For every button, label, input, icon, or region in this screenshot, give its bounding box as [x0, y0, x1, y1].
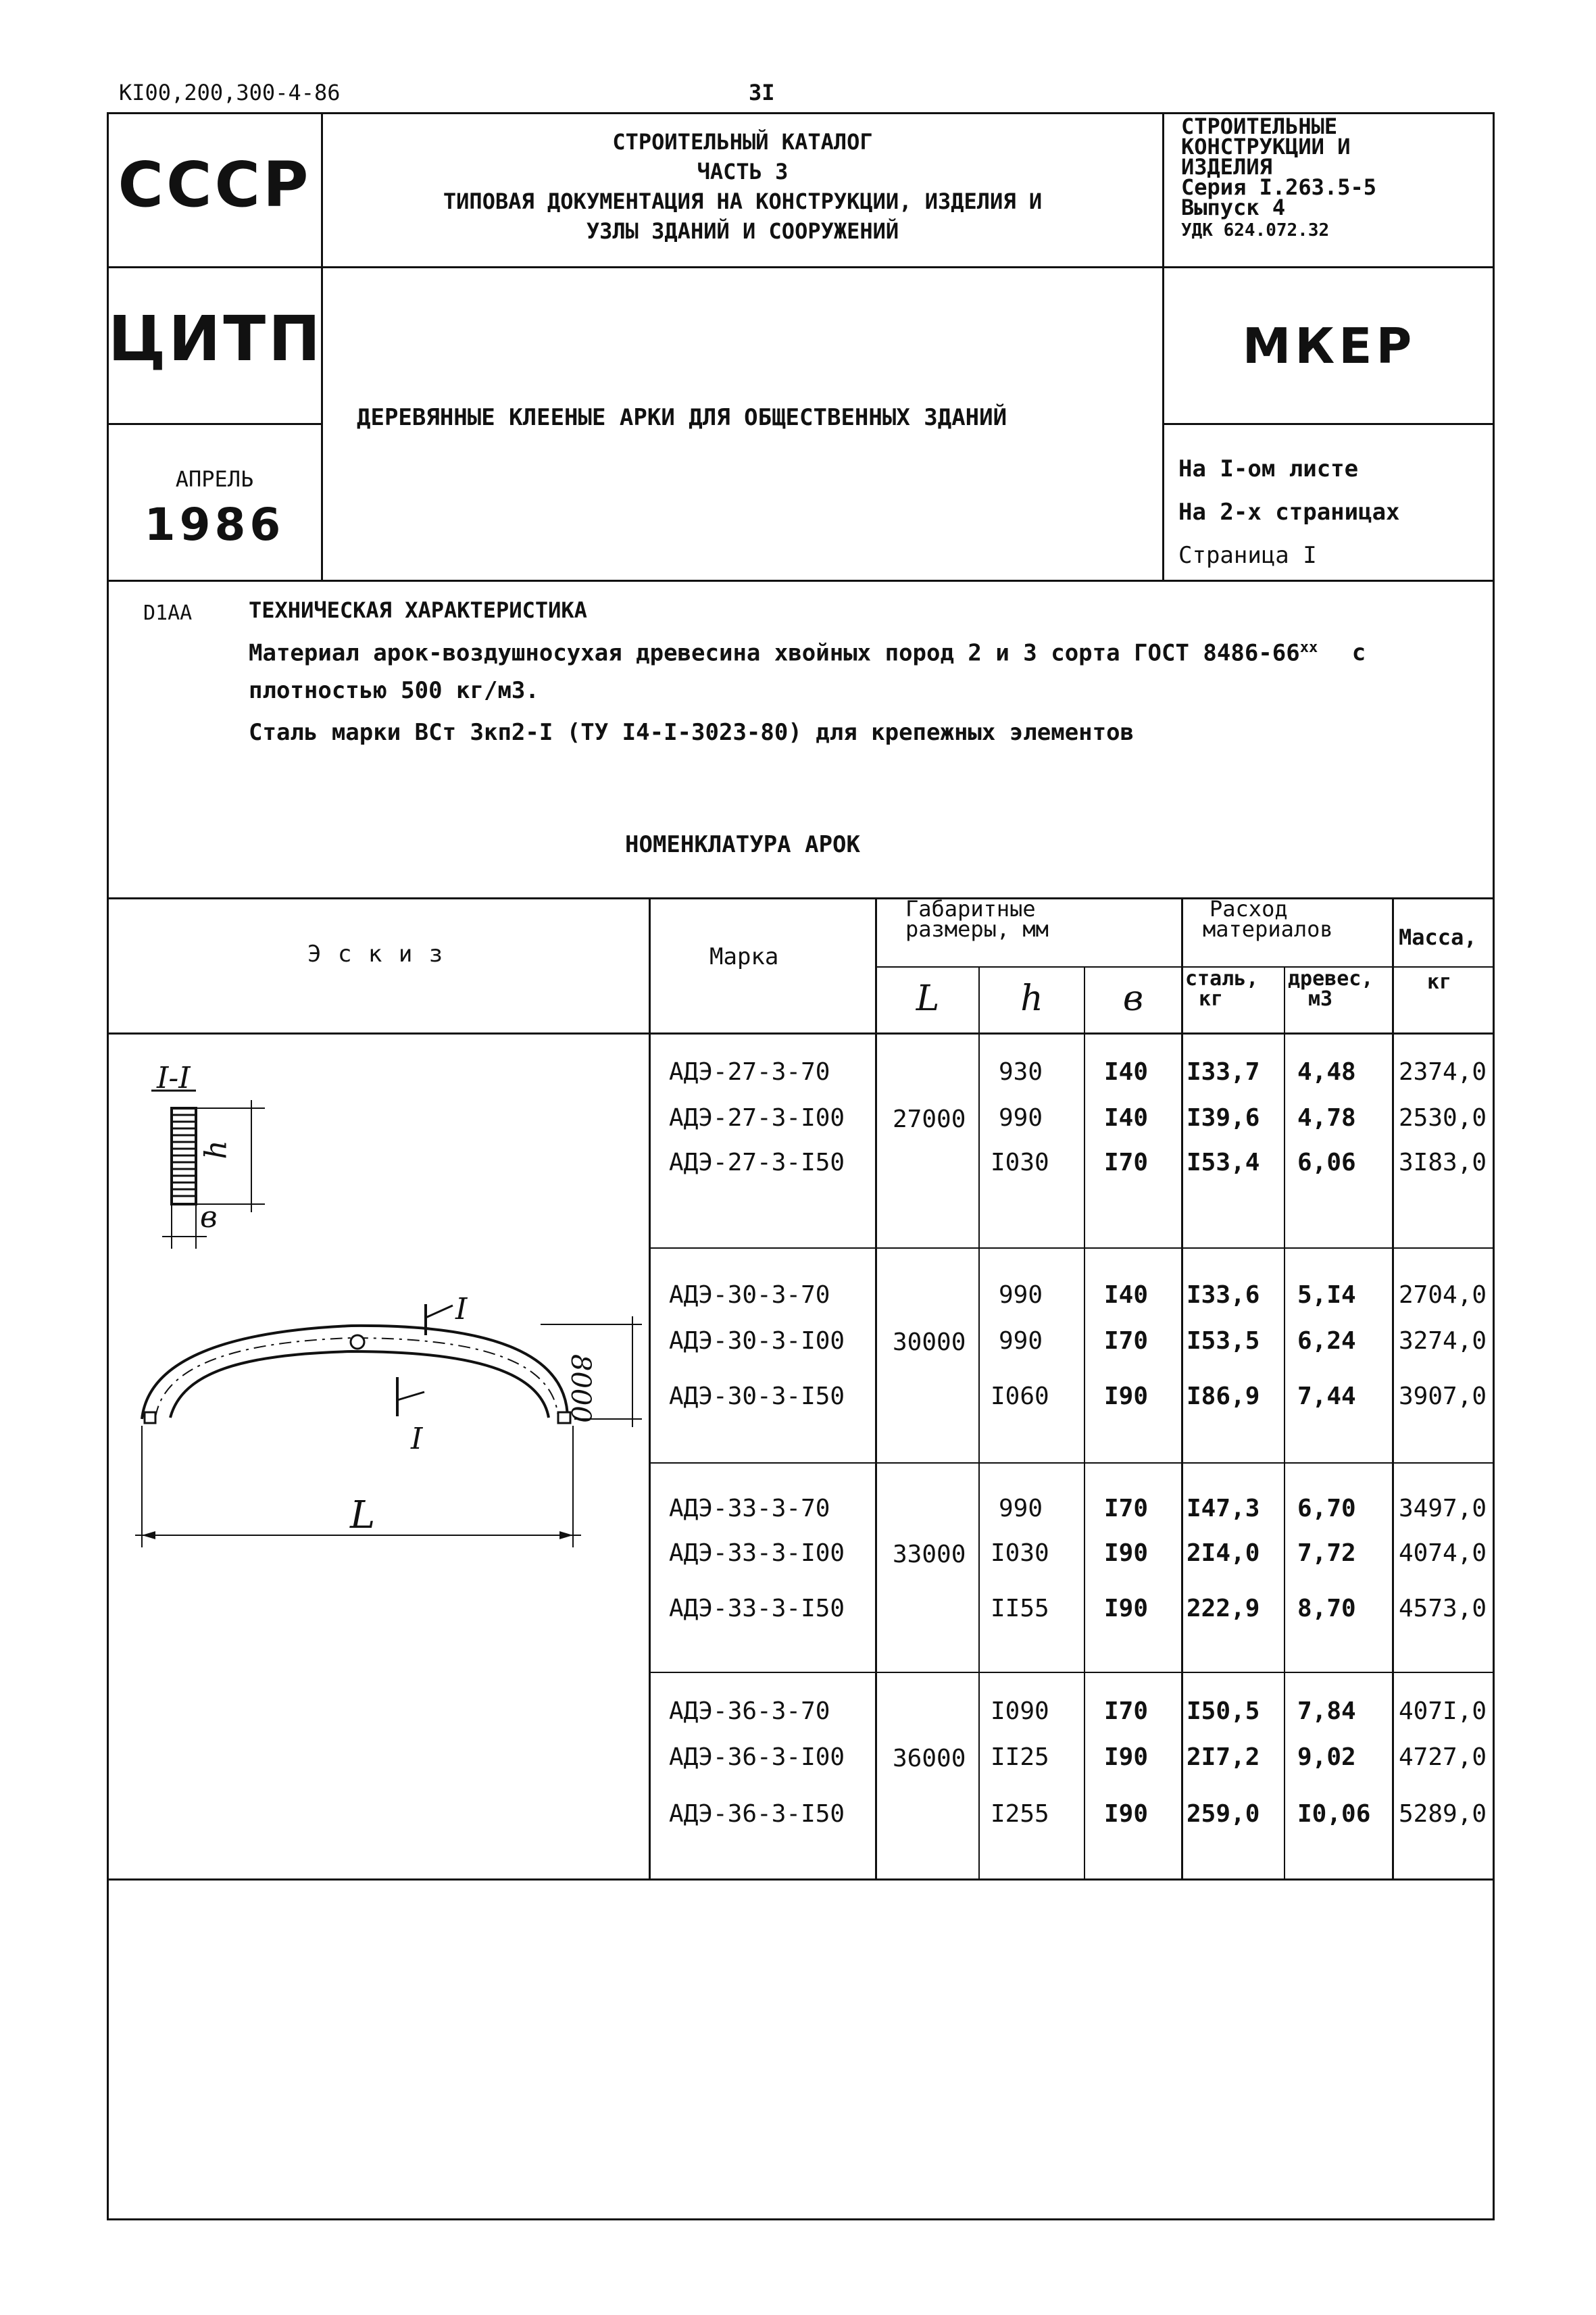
section-title: ТЕХНИЧЕСКАЯ ХАРАКТЕРИСТИКА [249, 597, 587, 623]
row-b: I90 [1104, 1595, 1149, 1622]
section-h-label: h [199, 1140, 234, 1160]
row-h: 990 [999, 1327, 1043, 1355]
group-L-36000: 36000 [893, 1745, 966, 1772]
header-sketch: Э с к и з [307, 941, 445, 968]
section-b-label: в [200, 1200, 218, 1235]
row-mark: АДЭ-33-3-I50 [669, 1595, 845, 1622]
row-mass: 407I,0 [1399, 1697, 1487, 1725]
header-wood-2: м3 [1308, 987, 1333, 1011]
row-mass: 3497,0 [1399, 1495, 1487, 1522]
row-mark: АДЭ-27-3-70 [669, 1058, 830, 1086]
arch-drawing [135, 1304, 642, 1547]
table-bottom-line [107, 1878, 1495, 1881]
col-line-h [1084, 966, 1085, 1878]
row-wood: 6,70 [1297, 1495, 1356, 1522]
header-wood-1: древес, [1288, 967, 1374, 991]
date-year: 1986 [144, 499, 285, 551]
row-h: I255 [991, 1800, 1049, 1828]
row-steel: I53,5 [1187, 1327, 1260, 1355]
row-mark: АДЭ-30-3-I50 [669, 1383, 845, 1410]
row-h: 990 [999, 1281, 1043, 1309]
header-dimensions-1: Габаритные [905, 896, 1036, 922]
row-mass: 4573,0 [1399, 1595, 1487, 1622]
table-title: НОМЕНКЛАТУРА АРОК [625, 831, 860, 858]
row-mark: АДЭ-30-3-70 [669, 1281, 830, 1309]
row-mark: АДЭ-33-3-I00 [669, 1539, 845, 1567]
steel-line: Сталь марки ВСт 3кп2-I (ТУ I4-I-3023-80) для крепежных элементов [249, 719, 1134, 746]
material-superscript: хх [1299, 639, 1318, 656]
row-steel: 2I4,0 [1187, 1539, 1260, 1567]
row-b: I70 [1104, 1697, 1149, 1725]
section-label: I-I [157, 1061, 191, 1095]
header-steel [1185, 969, 1258, 1010]
row-b: I70 [1104, 1327, 1149, 1355]
row-mass: 2374,0 [1399, 1058, 1487, 1086]
sheets-line-2: На 2-х страницах [1178, 499, 1400, 526]
row-mark: АДЭ-36-3-I00 [669, 1743, 845, 1771]
col-line-steel [1284, 966, 1285, 1878]
header-L: L [916, 978, 940, 1019]
row-mass: 4074,0 [1399, 1539, 1487, 1567]
row-steel: 2I7,2 [1187, 1743, 1260, 1771]
cut-label-top: I [455, 1292, 468, 1326]
row-wood: 7,72 [1297, 1539, 1356, 1567]
row-mark: АДЭ-33-3-70 [669, 1495, 830, 1522]
material-line-2: плотностью 500 кг/м3. [249, 677, 539, 704]
header-h: h [1020, 978, 1043, 1019]
arch-sketch [108, 1034, 649, 1547]
row-b: I90 [1104, 1800, 1149, 1828]
row-mass: 2530,0 [1399, 1104, 1487, 1132]
material-line-1 [249, 639, 1366, 666]
material-text-end: с [1351, 639, 1366, 667]
row-steel: I33,6 [1187, 1281, 1260, 1309]
row-h: 990 [999, 1495, 1043, 1522]
col-line-wood [1392, 897, 1394, 1878]
header-mass-2: кг [1427, 970, 1452, 994]
sheets-info [1178, 447, 1400, 577]
row-h: 930 [999, 1058, 1043, 1086]
row-h: I030 [991, 1539, 1049, 1567]
row-b: I90 [1104, 1743, 1149, 1771]
row-h: II55 [991, 1595, 1049, 1622]
row-b: I90 [1104, 1539, 1149, 1567]
row-h: I030 [991, 1149, 1049, 1176]
row-steel: I39,6 [1187, 1104, 1260, 1132]
ussr-label: СССР [118, 149, 311, 221]
header-bottom-line [107, 580, 1495, 582]
series-line-2: КОНСТРУКЦИИ И [1181, 134, 1351, 159]
header-wood [1288, 969, 1373, 1010]
row-mark: АДЭ-27-3-I00 [669, 1104, 845, 1132]
header-b: в [1122, 978, 1144, 1019]
arch-height-label: 8000 [565, 1354, 596, 1423]
row-wood: 4,78 [1297, 1104, 1356, 1132]
span-label: L [350, 1493, 376, 1537]
group-L-33000: 33000 [893, 1541, 966, 1568]
group-L-30000: 30000 [893, 1328, 966, 1356]
row-mass: 2704,0 [1399, 1281, 1487, 1309]
group-L-27000: 27000 [893, 1105, 966, 1133]
group-divider-1 [649, 1247, 1495, 1249]
catalog-line-1: СТРОИТЕЛЬНЫЙ КАТАЛОГ [612, 129, 873, 155]
document-title: ДЕРЕВЯННЫЕ КЛЕЕНЫЕ АРКИ ДЛЯ ОБЩЕСТВЕННЫХ ЗДАНИЙ [357, 404, 1007, 431]
row-wood: 9,02 [1297, 1743, 1356, 1771]
row-b: I90 [1104, 1383, 1149, 1410]
row-wood: 6,24 [1297, 1327, 1356, 1355]
series-line-5: Выпуск 4 [1181, 195, 1286, 220]
sheets-line-1: На I-ом листе [1178, 455, 1359, 482]
col-line-L [978, 966, 980, 1878]
header-consumption-1: Расход [1210, 896, 1288, 922]
row-mass: 3I83,0 [1399, 1149, 1487, 1176]
series-line-1: СТРОИТЕЛЬНЫЕ [1181, 114, 1338, 139]
series-line-4: Серия I.263.5-5 [1181, 174, 1376, 200]
header-steel-1: сталь, [1185, 967, 1259, 991]
row-mass: 5289,0 [1399, 1800, 1487, 1828]
row-mark: АДЭ-30-3-I00 [669, 1327, 845, 1355]
row-b: I40 [1104, 1104, 1149, 1132]
citp-label: ЦИТП [108, 303, 324, 375]
page-number: 3I [749, 80, 775, 105]
row-steel: I53,4 [1187, 1149, 1260, 1176]
row-wood: 6,06 [1297, 1149, 1356, 1176]
catalog-line-3: ТИПОВАЯ ДОКУМЕНТАЦИЯ НА КОНСТРУКЦИИ, ИЗДЕЛИЯ И [443, 189, 1043, 214]
header-dimensions [905, 896, 1049, 942]
sheets-line-3: Страница I [1178, 542, 1317, 569]
row-b: I70 [1104, 1495, 1149, 1522]
row-h: I060 [991, 1383, 1049, 1410]
header-consumption [1203, 896, 1333, 942]
catalog-line-2: ЧАСТЬ 3 [697, 159, 789, 184]
col-line-mark [875, 897, 877, 1878]
row-wood: 7,84 [1297, 1697, 1356, 1725]
section-code: D1AA [143, 601, 193, 625]
row-steel: I47,3 [1187, 1495, 1260, 1522]
row-h: 990 [999, 1104, 1043, 1132]
row-h: II25 [991, 1743, 1049, 1771]
header-consumption-2: материалов [1203, 916, 1333, 942]
document-code: КI00,200,300-4-86 [119, 80, 341, 105]
row-b: I40 [1104, 1058, 1149, 1086]
material-text-1: Материал арок-воздушносухая древесина хвойных пород 2 и 3 сорта ГОСТ 8486-66 [249, 639, 1300, 667]
header-steel-2: кг [1199, 987, 1224, 1011]
row-wood: 7,44 [1297, 1383, 1356, 1410]
row-mass: 4727,0 [1399, 1743, 1487, 1771]
row-mass: 3907,0 [1399, 1383, 1487, 1410]
group-divider-2 [649, 1462, 1495, 1464]
header-row-line-right [1162, 423, 1495, 425]
header-mark: Марка [709, 943, 779, 970]
row-mark: АДЭ-27-3-I50 [669, 1149, 845, 1176]
row-steel: 222,9 [1187, 1595, 1260, 1622]
group-divider-3 [649, 1672, 1495, 1673]
row-mark: АДЭ-36-3-70 [669, 1697, 830, 1725]
header-row-line-1 [107, 266, 1495, 268]
row-mass: 3274,0 [1399, 1327, 1487, 1355]
row-wood: I0,06 [1297, 1800, 1371, 1828]
row-wood: 5,I4 [1297, 1281, 1356, 1309]
mker-label: МКЕР [1242, 318, 1416, 374]
row-b: I70 [1104, 1149, 1149, 1176]
row-b: I40 [1104, 1281, 1149, 1309]
col-line-b [1181, 897, 1183, 1878]
header-dimensions-2: размеры, мм [905, 916, 1049, 942]
date-month: АПРЕЛЬ [175, 466, 254, 492]
row-steel: I33,7 [1187, 1058, 1260, 1086]
catalog-line-4: УЗЛЫ ЗДАНИЙ И СООРУЖЕНИЙ [586, 218, 899, 244]
cut-label-bottom: I [411, 1422, 423, 1456]
col-line-sketch [649, 897, 651, 1878]
header-row-line-left [107, 423, 322, 425]
series-line-3: ИЗДЕЛИЯ [1181, 154, 1272, 180]
row-steel: I50,5 [1187, 1697, 1260, 1725]
series-box [1181, 116, 1376, 241]
row-wood: 8,70 [1297, 1595, 1356, 1622]
row-h: I090 [991, 1697, 1049, 1725]
udk-code: УДК 624.072.32 [1181, 220, 1330, 241]
row-steel: 259,0 [1187, 1800, 1260, 1828]
row-steel: I86,9 [1187, 1383, 1260, 1410]
catalog-title [323, 127, 1162, 246]
header-mass-1: Масса, [1399, 924, 1477, 950]
row-wood: 4,48 [1297, 1058, 1356, 1086]
row-mark: АДЭ-36-3-I50 [669, 1800, 845, 1828]
